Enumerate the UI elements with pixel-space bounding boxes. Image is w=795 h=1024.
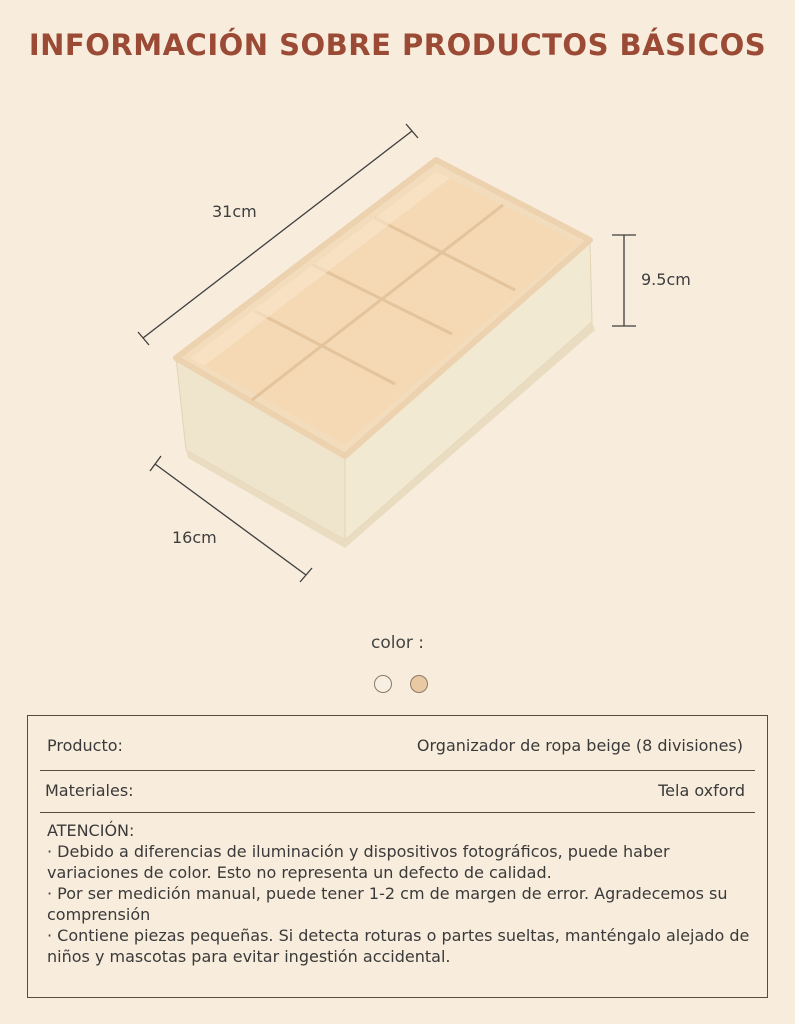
product-info-table [27, 715, 768, 998]
materials-value: Tela oxford [658, 781, 745, 800]
color-label: color : [371, 633, 424, 653]
page-title: INFORMACIÓN SOBRE PRODUCTOS BÁSICOS [28, 28, 767, 62]
attention-heading: ATENCIÓN: [47, 821, 135, 840]
attention-item: · Debido a diferencias de iluminación y dispositivos fotográficos, puede haber variaciones de color. Esto no representa un defecto de calidad. [47, 842, 670, 882]
width-label: 16cm [172, 528, 217, 547]
product-label: Producto: [47, 736, 123, 755]
divider [40, 770, 755, 771]
attention-section [47, 820, 753, 967]
divider [40, 812, 755, 813]
product-value: Organizador de ropa beige (8 divisiones) [416, 736, 743, 755]
color-swatch-beige[interactable] [410, 675, 428, 693]
color-swatch-cream[interactable] [374, 675, 392, 693]
attention-item: · Contiene piezas pequeñas. Si detecta roturas o partes sueltas, manténgalo alejado de niños y mascotas para evitar ingestión accidental. [47, 926, 750, 966]
materials-label: Materiales: [45, 781, 134, 800]
length-label: 31cm [212, 202, 257, 221]
height-label: 9.5cm [641, 270, 691, 289]
attention-item: · Por ser medición manual, puede tener 1-2 cm de margen de error. Agradecemos su comprensión [47, 884, 728, 924]
